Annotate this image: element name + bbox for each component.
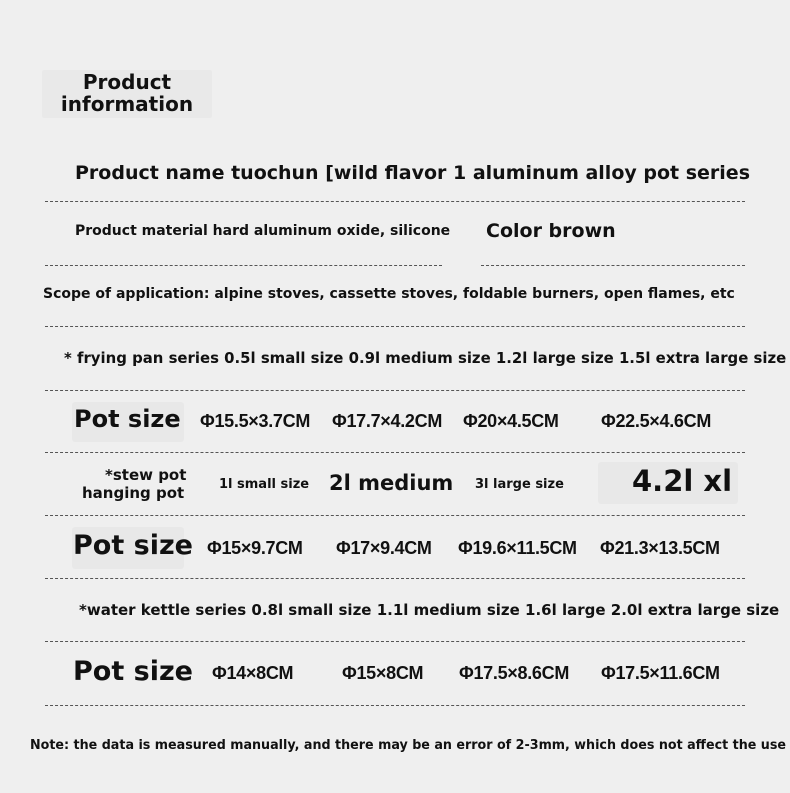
product-color: Color brown	[486, 220, 616, 242]
kettle-series: *water kettle series 0.8l small size 1.1l medium size 1.6l large 2.0l extra large size	[79, 601, 780, 619]
frying-pan-pot-size-label: Pot size	[74, 405, 181, 433]
stew-pot-size-large: Φ19.6×11.5CM	[458, 538, 577, 558]
divider	[45, 265, 442, 266]
kettle-pot-size-label: Pot size	[73, 656, 193, 687]
stew-pot-size-xl: Φ21.3×13.5CM	[600, 538, 720, 558]
stew-pot-capacity-xl: 4.2l xl	[632, 464, 733, 498]
frying-pan-size-xl: Φ22.5×4.6CM	[601, 411, 712, 431]
divider	[45, 326, 745, 327]
frying-pan-series: * frying pan series 0.5l small size 0.9l medium size 1.2l large size 1.5l extra large size	[64, 349, 787, 367]
stew-pot-capacity-small: 1l small size	[219, 477, 310, 492]
scope-of-application: Scope of application: alpine stoves, cassette stoves, foldable burners, open flames, etc	[43, 286, 735, 302]
page-title: Product information	[60, 70, 194, 116]
divider	[45, 452, 745, 453]
stew-pot-size-small: Φ15×9.7CM	[207, 538, 303, 558]
frying-pan-size-small: Φ15.5×3.7CM	[200, 411, 311, 431]
divider	[45, 641, 745, 642]
divider	[45, 201, 745, 202]
stew-pot-pot-size-label: Pot size	[73, 530, 193, 561]
stew-pot-label-line2: hanging pot	[82, 484, 185, 502]
divider	[45, 578, 745, 579]
kettle-size-small: Φ14×8CM	[212, 663, 294, 683]
kettle-size-xl: Φ17.5×11.6CM	[601, 663, 720, 683]
divider	[45, 390, 745, 391]
divider	[45, 705, 745, 706]
frying-pan-size-medium: Φ17.7×4.2CM	[332, 411, 443, 431]
kettle-size-medium: Φ15×8CM	[342, 663, 424, 683]
stew-pot-capacity-medium: 2l medium	[329, 471, 454, 495]
frying-pan-size-large: Φ20×4.5CM	[463, 411, 559, 431]
stew-pot-size-medium: Φ17×9.4CM	[336, 538, 432, 558]
divider	[481, 265, 745, 266]
stew-pot-label-line1: *stew pot	[105, 466, 187, 484]
measurement-note: Note: the data is measured manually, and there may be an error of 2-3mm, which does not affect the use	[30, 737, 787, 753]
kettle-size-large: Φ17.5×8.6CM	[459, 663, 570, 683]
product-name: Product name tuochun [wild flavor 1 aluminum alloy pot series	[75, 162, 751, 184]
stew-pot-capacity-large: 3l large size	[475, 477, 564, 492]
divider	[45, 515, 745, 516]
product-material: Product material hard aluminum oxide, silicone	[75, 223, 451, 239]
